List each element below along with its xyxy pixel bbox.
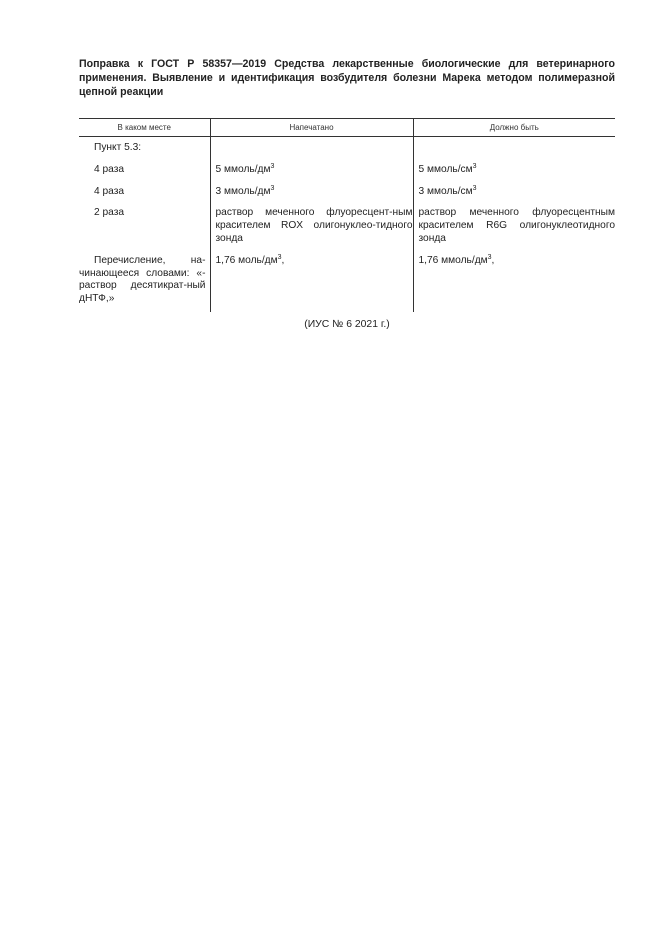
row-place: 4 раза (94, 185, 125, 197)
table-row (79, 204, 615, 251)
table-header-row (79, 119, 615, 137)
table-row (79, 161, 615, 183)
header-correct: Должно быть (413, 119, 615, 137)
row-correct: 3 ммоль/$см^3$ (413, 183, 615, 205)
row-correct: 1,76 ммоль/$дм^3$, (413, 252, 615, 312)
corrections-table (79, 118, 615, 312)
table-row (79, 183, 615, 205)
row-place: 4 раза (94, 163, 125, 175)
correction-page (79, 57, 615, 330)
row-printed: 3 ммоль/$дм^3$ (210, 183, 413, 205)
table-row (79, 252, 615, 312)
row-place: Перечисление, на-чинающееся словами: «- раствор десятикрат-ный дНТФ,» (79, 254, 206, 305)
row-correct: 5 ммоль/$см^3$ (413, 161, 615, 183)
source-note: (ИУС № 6 2021 г.) (304, 319, 390, 330)
header-place: В каком месте (79, 119, 210, 137)
header-printed: Напечатано (210, 119, 413, 137)
row-printed: 5 ммоль/$дм^3$ (210, 161, 413, 183)
row-printed: 1,76 моль/$дм^3$, (210, 252, 413, 312)
section-label: Пункт 5.3: (94, 142, 142, 153)
table-row (79, 137, 615, 161)
row-place: 2 раза (94, 207, 125, 219)
row-correct: раствор меченного флуоресцентным красителем R6G олигонуклеотидного зонда (413, 204, 615, 251)
row-printed: раствор меченного флуоресцент-ным красителем ROX олигонуклео-тидного зонда (210, 204, 413, 251)
document-title: Поправка к ГОСТ Р 58357—2019 Средства лекарственные биологические для ветеринарного применения. Выявление и идентификация возбудителя болезни Марека методом полимеразной цепной реакции (79, 58, 615, 98)
